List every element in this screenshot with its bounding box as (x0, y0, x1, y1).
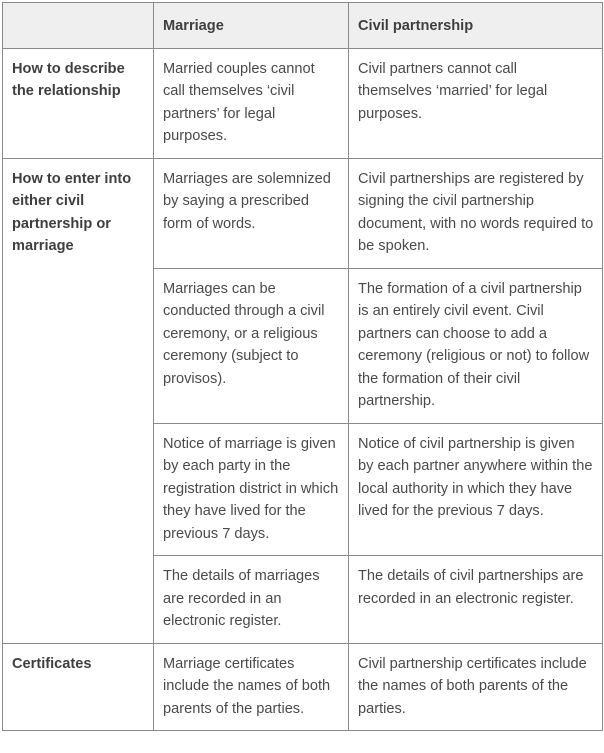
cell-civil-partnership: The details of civil partnerships are recorded in an electronic register. (349, 556, 603, 644)
header-cell-marriage: Marriage (154, 3, 349, 49)
cell-marriage: Marriage certificates include the names of both parents of the parties. (154, 643, 349, 731)
cell-marriage: Marriages are solemnized by saying a prescribed form of words. (154, 158, 349, 268)
cell-civil-partnership: The formation of a civil partnership is an entirely civil event. Civil partners can choose to add a ceremony (religious or not) to follow the formation of their civil partnership. (349, 268, 603, 423)
cell-marriage: The details of marriages are recorded in an electronic register. (154, 556, 349, 644)
header-cell-civil-partnership: Civil partnership (349, 3, 603, 49)
table-row (3, 48, 603, 158)
comparison-table (2, 2, 603, 731)
cell-marriage: Married couples cannot call themselves ‘civil partners’ for legal purposes. (154, 48, 349, 158)
header-cell-topic (3, 3, 154, 49)
cell-marriage: Notice of marriage is given by each party in the registration district in which they have lived for the previous 7 days. (154, 423, 349, 556)
header-row (3, 3, 603, 49)
cell-marriage: Marriages can be conducted through a civil ceremony, or a religious ceremony (subject to provisos). (154, 268, 349, 423)
cell-civil-partnership: Notice of civil partnership is given by each partner anywhere within the local authority in which they have lived for the previous 7 days. (349, 423, 603, 556)
cell-civil-partnership: Civil partners cannot call themselves ‘married’ for legal purposes. (349, 48, 603, 158)
row-label-describe-relationship: How to describe the relationship (3, 48, 154, 158)
cell-civil-partnership: Civil partnerships are registered by signing the civil partnership document, with no words required to be spoken. (349, 158, 603, 268)
row-label-how-to-enter: How to enter into either civil partnership or marriage (3, 158, 154, 643)
table-row (3, 158, 603, 268)
cell-civil-partnership: Civil partnership certificates include the names of both parents of the parties. (349, 643, 603, 731)
row-label-certificates: Certificates (3, 643, 154, 731)
table-row (3, 643, 603, 731)
